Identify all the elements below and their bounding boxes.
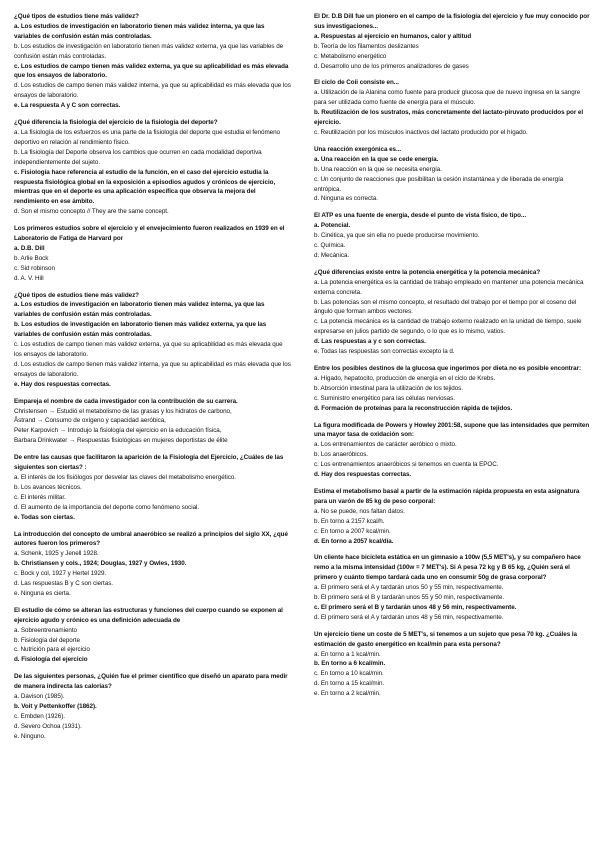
answer-option: a. Los entrenamientos de carácter aeróbico o mixto. xyxy=(314,441,457,449)
answer-option: c. Embden (1926). xyxy=(14,712,65,720)
question-text: ¿Qué tipos de estudios tiene más validez? xyxy=(14,291,139,299)
question-text: De las siguientes personas, ¿Quién fue el primer científico que diseñó un aparato para medir de manera indirecta las calorías? xyxy=(14,673,288,691)
answer-option: e. Ninguno. xyxy=(14,732,46,740)
answer-option: a. Respuestas al ejercicio en humanos, calor y altitud xyxy=(314,32,472,40)
question-text: Entre los posibles destinos de la glucosa que ingerimos por dieta no es posible encontrar: xyxy=(314,365,582,372)
question-text: Una reacción exergónica es... xyxy=(314,145,402,153)
question-text: Empareja el nombre de cada investigador con la contribución de su carrera. xyxy=(14,397,238,405)
question-text: Un cliente hace bicicleta estática en un gimnasio a 100w (5,5 MET's), y su compañero hace remo a la misma intensidad (100w = 7 MET's). Si A pesa 72 kg y B 65 kg, ¿Quién será el primero y cuánto tiempo tardará cada uno en consumir 50g de grasa corporal? xyxy=(314,554,581,582)
answer-option: a. En torno a 1 kcal/min. xyxy=(314,650,381,658)
answer-option: a. Sobreentrenamiento xyxy=(14,626,78,634)
answer-option: d. En torno a 2057 kcal/día. xyxy=(314,537,394,545)
question-block xyxy=(14,12,292,111)
answer-option: c. La potencia mecánica es la cantidad de trabajo externo realizado en la unidad de tiempo, suele expresarse en julios partido de segundo, o lo que es lo mismo, vatios. xyxy=(314,318,582,336)
question-block xyxy=(314,553,592,622)
answer-option: a. Hígado, hepatocito, producción de energía en el ciclo de Krebs. xyxy=(314,374,496,382)
answer-option: e. Todas son ciertas. xyxy=(14,513,75,521)
answer-option: d. Son el mismo concepto // They are the same concept. xyxy=(14,208,169,216)
answer-option: c. El interés militar. xyxy=(14,493,66,501)
answer-option: b. Teoría de los filamentos deslizantes xyxy=(314,42,419,50)
answer-option: Åstrand → Consumo de oxígeno y capacidad aeróbica, xyxy=(14,417,166,425)
question-text: El ATP es una fuente de energía, desde el punto de vista físico, de tipo... xyxy=(314,212,527,220)
answer-option: b. La fisiología del Deporte observa los cambios que ocurren en cada modalidad deportiva independientemente del sujeto. xyxy=(14,148,262,166)
answer-option: b. Los estudios de investigación en laboratorio tienen más validez externa, ya que las variables de confusión están más controladas. xyxy=(14,42,284,60)
question-text: El Dr. D.B Dill fue un pionero en el campo de la fisiología del ejercicio y fue muy conocido por sus investigaciones... xyxy=(314,13,590,30)
answer-option: b. Reutilización de los sustratos, más concretamente del lactato-piruvato producidos por el ejercicio. xyxy=(314,109,584,127)
answer-option: b. Una reacción en la que se necesita energía. xyxy=(314,165,442,173)
question-block xyxy=(14,291,292,390)
left-column xyxy=(14,12,292,749)
question-block xyxy=(314,364,592,414)
answer-option: d. El primero será el A y tardarán unos 48 y 56 min, respectivamente. xyxy=(314,613,504,621)
answer-option: c. En torno a 10 kcal/min. xyxy=(314,670,384,678)
question-text: El estudio de cómo se alteran las estructuras y funciones del cuerpo cuando se exponen al ejercicio agudo y crónico es una definición adecuada de xyxy=(14,606,283,624)
question-block xyxy=(14,224,292,283)
answer-option: b. Los anaeróbicos. xyxy=(314,451,369,459)
answer-option: e. Ninguna es cierta. xyxy=(14,589,71,597)
question-block xyxy=(14,530,292,599)
answer-option: c. Reutilización por los músculos inactivos del lactato producido por el hígado. xyxy=(314,128,528,136)
answer-option: b. Voit y Pettenkoffer (1862). xyxy=(14,703,97,710)
answer-option: e. En torno a 2 kcal/min. xyxy=(314,690,381,698)
answer-option: c. Fisiología hace referencia al estudio de la función, en el caso del ejercicio estudia la respuesta fisiológica global en la exposición a episodios agudos y crónicos de ejercicio, mientras que en el deporte es una aplicación específica que observa la mejora del rendimiento en ese ámbito. xyxy=(14,168,276,206)
question-block xyxy=(14,118,292,217)
answer-option: c. Los estudios de campo tienen más validez externa, ya que su aplicabilidad es más elevada que los ensayos de laboratorio. xyxy=(14,341,283,358)
question-text: ¿Qué diferencias existe entre la potencia energética y la potencia mecánica? xyxy=(314,268,541,276)
answer-option: a. Potencial. xyxy=(314,222,351,230)
answer-option: e. Todas las respuestas son correctas excepto la d. xyxy=(314,348,455,356)
answer-option: b. Christiansen y cols., 1924; Douglas, 1927 y Owles, 1930. xyxy=(14,560,187,568)
question-block xyxy=(314,268,592,357)
answer-option: c. Los entrenamientos anaeróbicos si tenemos en cuenta la EPOC. xyxy=(314,461,499,469)
answer-option: c. Bock y col, 1927 y Hertel 1929. xyxy=(14,570,107,578)
question-block xyxy=(314,211,592,261)
answer-option: a. D.B. Dill xyxy=(14,244,45,252)
answer-option: a. Schenk, 1925 y Jenell 1928. xyxy=(14,550,99,558)
answer-option: a. El primero será el A y tardarán unos 50 y 55 min, respectivamente. xyxy=(314,584,504,592)
answer-option: b. Los estudios de investigación en laboratorio tienen más validez externa, ya que las variables de confusión están más controladas. xyxy=(14,321,267,339)
answer-option: a. La fisiología de los esfuerzos es una parte de la fisiología del deporte que estudia el fenómeno deportivo en relación al rendimiento físico. xyxy=(14,128,280,146)
answer-option: c. Los estudios de campo tienen más validez externa, ya que su aplicabilidad es más elevada que los ensayos de laboratorio. xyxy=(14,62,289,80)
answer-option: e. Hay dos respuestas correctas. xyxy=(14,380,111,388)
answer-option: b. Cinética, ya que sin ella no puede producirse movimiento. xyxy=(314,232,480,240)
answer-option: b. Los avances técnicos. xyxy=(14,483,82,491)
answer-option: d. Mecánica. xyxy=(314,251,350,259)
answer-option: b. En torno a 2157 kcal/h. xyxy=(314,517,385,525)
answer-option: a. Utilización de la Alanina como fuente para producir glucosa que de nuevo ingresa en la sangre para ser utilizada como fuente de energía para el músculo. xyxy=(314,89,581,107)
question-text: ¿Qué diferencia la fisiología del ejercicio de la fisiología del deporte? xyxy=(14,119,218,127)
answer-option: d. Hay dos respuestas correctas. xyxy=(314,471,412,479)
answer-option: b. Las potencias son el mismo concepto, el resultado del trabajo por el tiempo por el coseno del ángulo que forman ambos vectores. xyxy=(314,298,577,316)
answer-option: e. La respuesta A y C son correctas. xyxy=(14,102,121,110)
question-block xyxy=(314,12,592,71)
answer-option: b. El primero será el B y tardarán unos 55 y 50 min, respectivamente. xyxy=(314,594,505,602)
question-block xyxy=(314,78,592,137)
answer-option: d. El aumento de la importancia del deporte como fenómeno social. xyxy=(14,503,200,511)
right-column xyxy=(314,12,592,706)
answer-option: d. Las respuestas B y C son ciertas. xyxy=(14,580,113,588)
answer-option: d. Los estudios de campo tienen más validez interna, ya que su aplicabilidad es más elevada que los ensayos de laboratorio. xyxy=(14,360,291,378)
answer-option: d. Ninguna es correcta. xyxy=(314,195,378,203)
answer-option: d. Desarrollo uno de los primeros analizadores de gases xyxy=(314,62,469,70)
answer-option: Christensen → Estudió el metabolismo de las grasas y los hidratos de carbono, xyxy=(14,407,232,415)
answer-option: d. Las respuestas a y c son correctas. xyxy=(314,338,426,346)
question-block xyxy=(314,145,592,204)
answer-option: d. En torno a 15 kcal/min. xyxy=(314,680,385,688)
answer-option: c. Un conjunto de reacciones que posibilitan la cesión instantánea y de liberada de energía entrópica. xyxy=(314,175,564,193)
question-block xyxy=(14,453,292,522)
answer-option: a. El interés de los fisiólogos por desvelar las claves del metabolismo energético. xyxy=(14,473,236,481)
answer-option: c. Nutrición para el ejercicio xyxy=(14,646,90,654)
answer-option: b. En torno a 6 kcal/min. xyxy=(314,660,386,668)
question-text: Los primeros estudios sobre el ejercicio y el envejecimiento fueron realizados en 1939 en el Laboratorio de Fatiga de Harvard por xyxy=(14,225,285,243)
answer-option: c. Suministro energético para las células nerviosas. xyxy=(314,394,455,402)
question-text: La introducción del concepto de umbral anaeróbico se realizó a principios del siglo XX, ¿qué autores fueron los primeros? xyxy=(14,530,288,548)
question-block xyxy=(14,672,292,741)
question-text: Un ejercicio tiene un coste de 5 MET's, si tenemos a un sujeto que pesa 70 kg. ¿Cuáles la estimación de gasto energético en kcal/min para esta persona? xyxy=(314,630,577,648)
answer-option: c. Química. xyxy=(314,242,346,250)
answer-option: c. El primero será el B y tardarán unos 48 y 56 min, respectivamente. xyxy=(314,603,517,611)
answer-option: d. A. V. Hill xyxy=(14,274,44,282)
answer-option: b. Fisiología del deporte xyxy=(14,636,80,644)
answer-option: a. Davison (1985). xyxy=(14,693,65,701)
question-block xyxy=(314,630,592,699)
answer-option: a. La potencia energética es la cantidad de trabajo empleado en mantener una potencia mecánica externa concreta. xyxy=(314,278,584,296)
answer-option: b. Arlie Bock xyxy=(14,254,49,262)
answer-option: Barbara Drinkwater → Respuestas fisiológicas en mujeres deportistas de élite xyxy=(14,437,228,445)
question-text: ¿Qué tipos de estudios tiene más validez? xyxy=(14,13,139,20)
answer-option: a. No se puede, nos faltan datos. xyxy=(314,507,405,515)
answer-option: a. Los estudios de investigación en laboratorio tienen más validez interna, ya que las variables de confusión están más controladas. xyxy=(14,22,265,40)
answer-option: a. Los estudios de investigación en laboratorio tienen más validez interna, ya que las variables de confusión están más controladas. xyxy=(14,301,265,319)
question-text: El ciclo de Coii consiste en... xyxy=(314,79,399,87)
answer-option: c. Sid robinson xyxy=(14,264,55,272)
question-text: Estima el metabolismo basal a partir de la estimación rápida propuesta en esta asignatura para un varón de 85 kg de peso corporal: xyxy=(314,487,580,505)
question-block xyxy=(14,397,292,447)
question-block xyxy=(314,487,592,546)
answer-option: Peter Karpovich → Introdujo la fisiología del ejercicio en la educación física, xyxy=(14,427,222,435)
question-block xyxy=(14,606,292,665)
answer-option: b. Absorción intestinal para la utilización de los tejidos. xyxy=(314,384,463,392)
answer-option: c. En torno a 2007 kcal/min. xyxy=(314,527,391,535)
question-block xyxy=(314,421,592,480)
answer-option: c. Metabolismo energético xyxy=(314,52,387,60)
answer-option: d. Formación de proteínas para la reconstrucción rápida de tejidos. xyxy=(314,404,513,412)
question-text: La figura modificada de Powers y Howley 2001:58, supone que las intensidades que permiten una mayor tasa de oxidación son: xyxy=(314,421,590,439)
answer-option: d. Severo Ochoa (1931). xyxy=(14,722,82,730)
answer-option: d. Los estudios de campo tienen más validez interna, ya que su aplicabilidad es más elevada que los ensayos de laboratorio. xyxy=(14,82,291,100)
question-text: De entre las causas que facilitaron la aparición de la Fisiología del Ejercicio, ¿Cuáles de las siguientes son ciertas? : xyxy=(14,454,284,472)
answer-option: d. Fisiología del ejercicio xyxy=(14,656,88,664)
answer-option: a. Una reacción en la que se cede energía. xyxy=(314,155,439,163)
